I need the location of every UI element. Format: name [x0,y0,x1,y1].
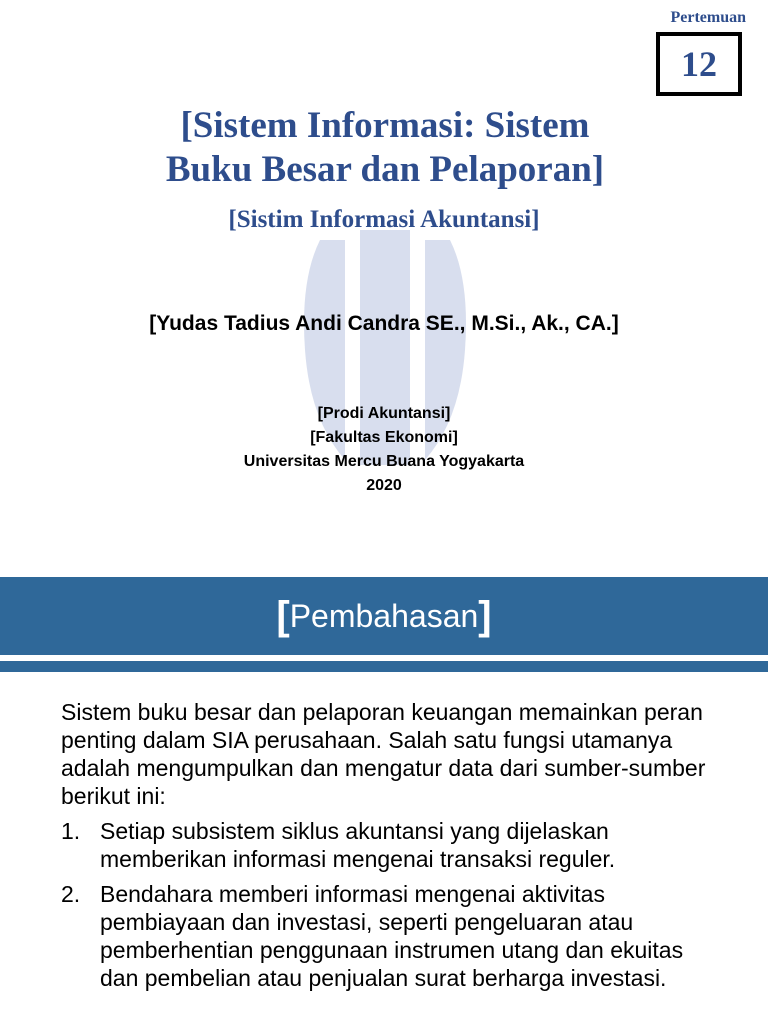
slide-body [61,698,721,999]
list-number: 1. [61,818,81,844]
meeting-label: Pertemuan [670,9,746,26]
slide-title [60,104,710,192]
intro-paragraph: Sistem buku besar dan pelaporan keuangan memainkan peran penting dalam SIA perusahaan. Salah satu fungsi utamanya adalah mengumpulkan dan mengatur data dari sumber-sumber berikut ini: [61,699,706,809]
institution-block [0,402,768,498]
course-subtitle: [Sistim Informasi Akuntansi] [228,206,540,233]
list-text: Bendahara memberi informasi mengenai aktivitas pembiayaan dan investasi, seperti pengeluaran atau pemberhentian penggunaan instrumen utang dan ekuitas dan pembelian atau penjualan surat berharga investasi. [100,881,684,991]
university-name: Universitas Mercu Buana Yogyakarta [243,453,525,470]
meeting-number-box: 12 [656,32,742,96]
program-name: [Prodi Akuntansi] [317,405,451,422]
section-heading: Pembahasan [289,597,479,634]
content-slide [0,560,768,1024]
list-text: Setiap subsistem siklus akuntansi yang dijelaskan memberikan informasi mengenai transaksi reguler. [100,818,616,872]
title-line-2: Buku Besar dan Pelaporan] [165,149,605,190]
list-item [61,817,721,873]
faculty-name: [Fakultas Ekonomi] [310,429,458,446]
divider-bar [0,661,768,672]
section-banner [0,577,768,655]
bracket-close: ] [478,593,492,638]
title-line-1: [Sistem Informasi: Sistem [180,105,590,146]
bracket-open: [ [276,593,290,638]
list-item [61,880,721,992]
list-number: 2. [61,881,81,907]
author-name: [Yudas Tadius Andi Candra SE., M.Si., Ak., CA.] [149,312,619,335]
year: 2020 [366,477,402,494]
